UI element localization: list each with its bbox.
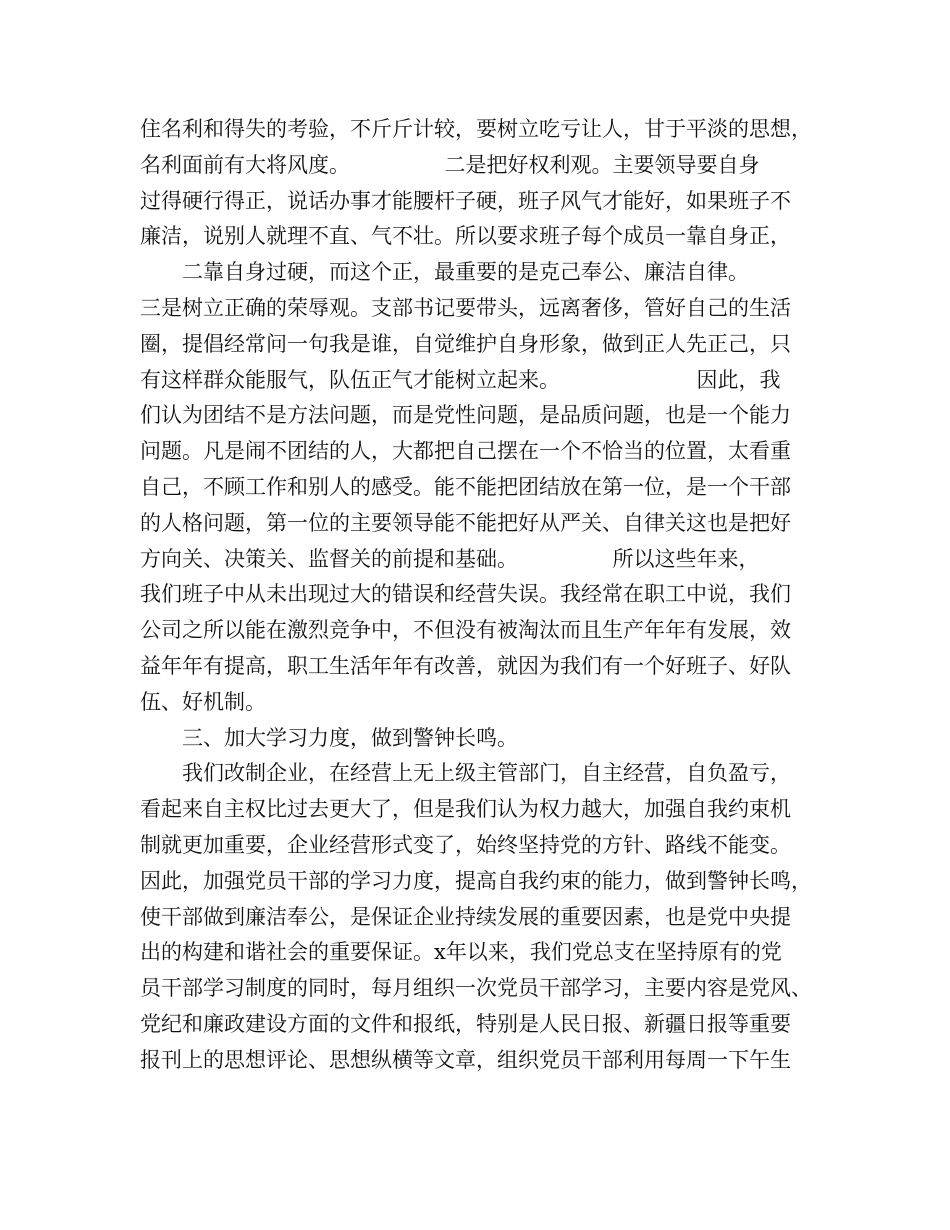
text-line: 三是树立正确的荣辱观。支部书记要带头，远离奢侈，管好自己的生活: [140, 295, 791, 320]
text-line: 自己，不顾工作和别人的感受。能不能把团结放在第一位，是一个干部: [140, 474, 791, 499]
text-line: 廉洁，说别人就理不直、气不壮。所以要求班子每个成员一靠自身正，: [140, 224, 791, 249]
text-line: 住名利和得失的考验，不斤斤计较，要树立吃亏让人，甘于平淡的思想，: [140, 117, 812, 141]
text-line: 公司之所以能在激烈竞争中，不但没有被淘汰而且生产年年有发展，效: [140, 618, 791, 643]
text-line: 二靠自身过硬，而这个正，最重要的是克己奉公、廉洁自律。: [140, 260, 749, 285]
text-line: 因此，加强党员干部的学习力度，提高自我约束的能力，做到警钟长鸣，: [140, 868, 812, 893]
text-line: 制就更加重要，企业经营形式变了，始终坚持党的方针、路线不能变。: [140, 832, 791, 857]
text-line: 员干部学习制度的同时，每月组织一次党员干部学习，主要内容是党风、: [140, 976, 812, 1001]
text-line: 过得硬行得正，说话办事才能腰杆子硬，班子风气才能好，如果班子不: [140, 188, 791, 213]
text-line: 的人格问题，第一位的主要领导能不能把好从严关、自律关这也是把好: [140, 510, 791, 535]
text-line: 们认为团结不是方法问题，而是党性问题，是品质问题，也是一个能力: [140, 403, 791, 428]
text-line: 有这样群众能服气，队伍正气才能树立起来。 因此，我: [140, 367, 781, 392]
text-line: 伍、好机制。: [140, 689, 266, 714]
text-line: 方向关、决策关、监督关的前提和基础。 所以这些年来，: [140, 546, 760, 571]
text-line: 我们班子中从未出现过大的错误和经营失误。我经常在职工中说，我们: [140, 582, 791, 607]
text-line: 看起来自主权比过去更大了，但是我们认为权力越大，加强自我约束机: [140, 797, 791, 822]
text-line: 益年年有提高，职工生活年年有改善，就因为我们有一个好班子、好队: [140, 653, 791, 678]
text-line: 出的构建和谐社会的重要保证。x年以来，我们党总支在坚持原有的党: [140, 940, 782, 965]
text-line: 报刊上的思想评论、思想纵横等文章，组织党员干部利用每周一下午生: [140, 1047, 791, 1072]
text-line: 党纪和廉政建设方面的文件和报纸，特别是人民日报、新疆日报等重要: [140, 1011, 791, 1036]
section-heading: 三、加大学习力度，做到警钟长鸣。: [140, 725, 518, 750]
body-text: [140, 112, 840, 1079]
text-line: 圈，提倡经常问一句我是谁，自觉维护自身形象，做到正人先正己，只: [140, 331, 791, 356]
text-line: 我们改制企业，在经营上无上级主管部门，自主经营，自负盈亏，: [140, 761, 791, 786]
text-line: 问题。凡是闹不团结的人，大都把自己摆在一个不恰当的位置，太看重: [140, 439, 791, 464]
text-line: 名利面前有大将风度。 二是把好权利观。主要领导要自身: [140, 152, 760, 177]
text-line: 使干部做到廉洁奉公，是保证企业持续发展的重要因素，也是党中央提: [140, 904, 791, 929]
